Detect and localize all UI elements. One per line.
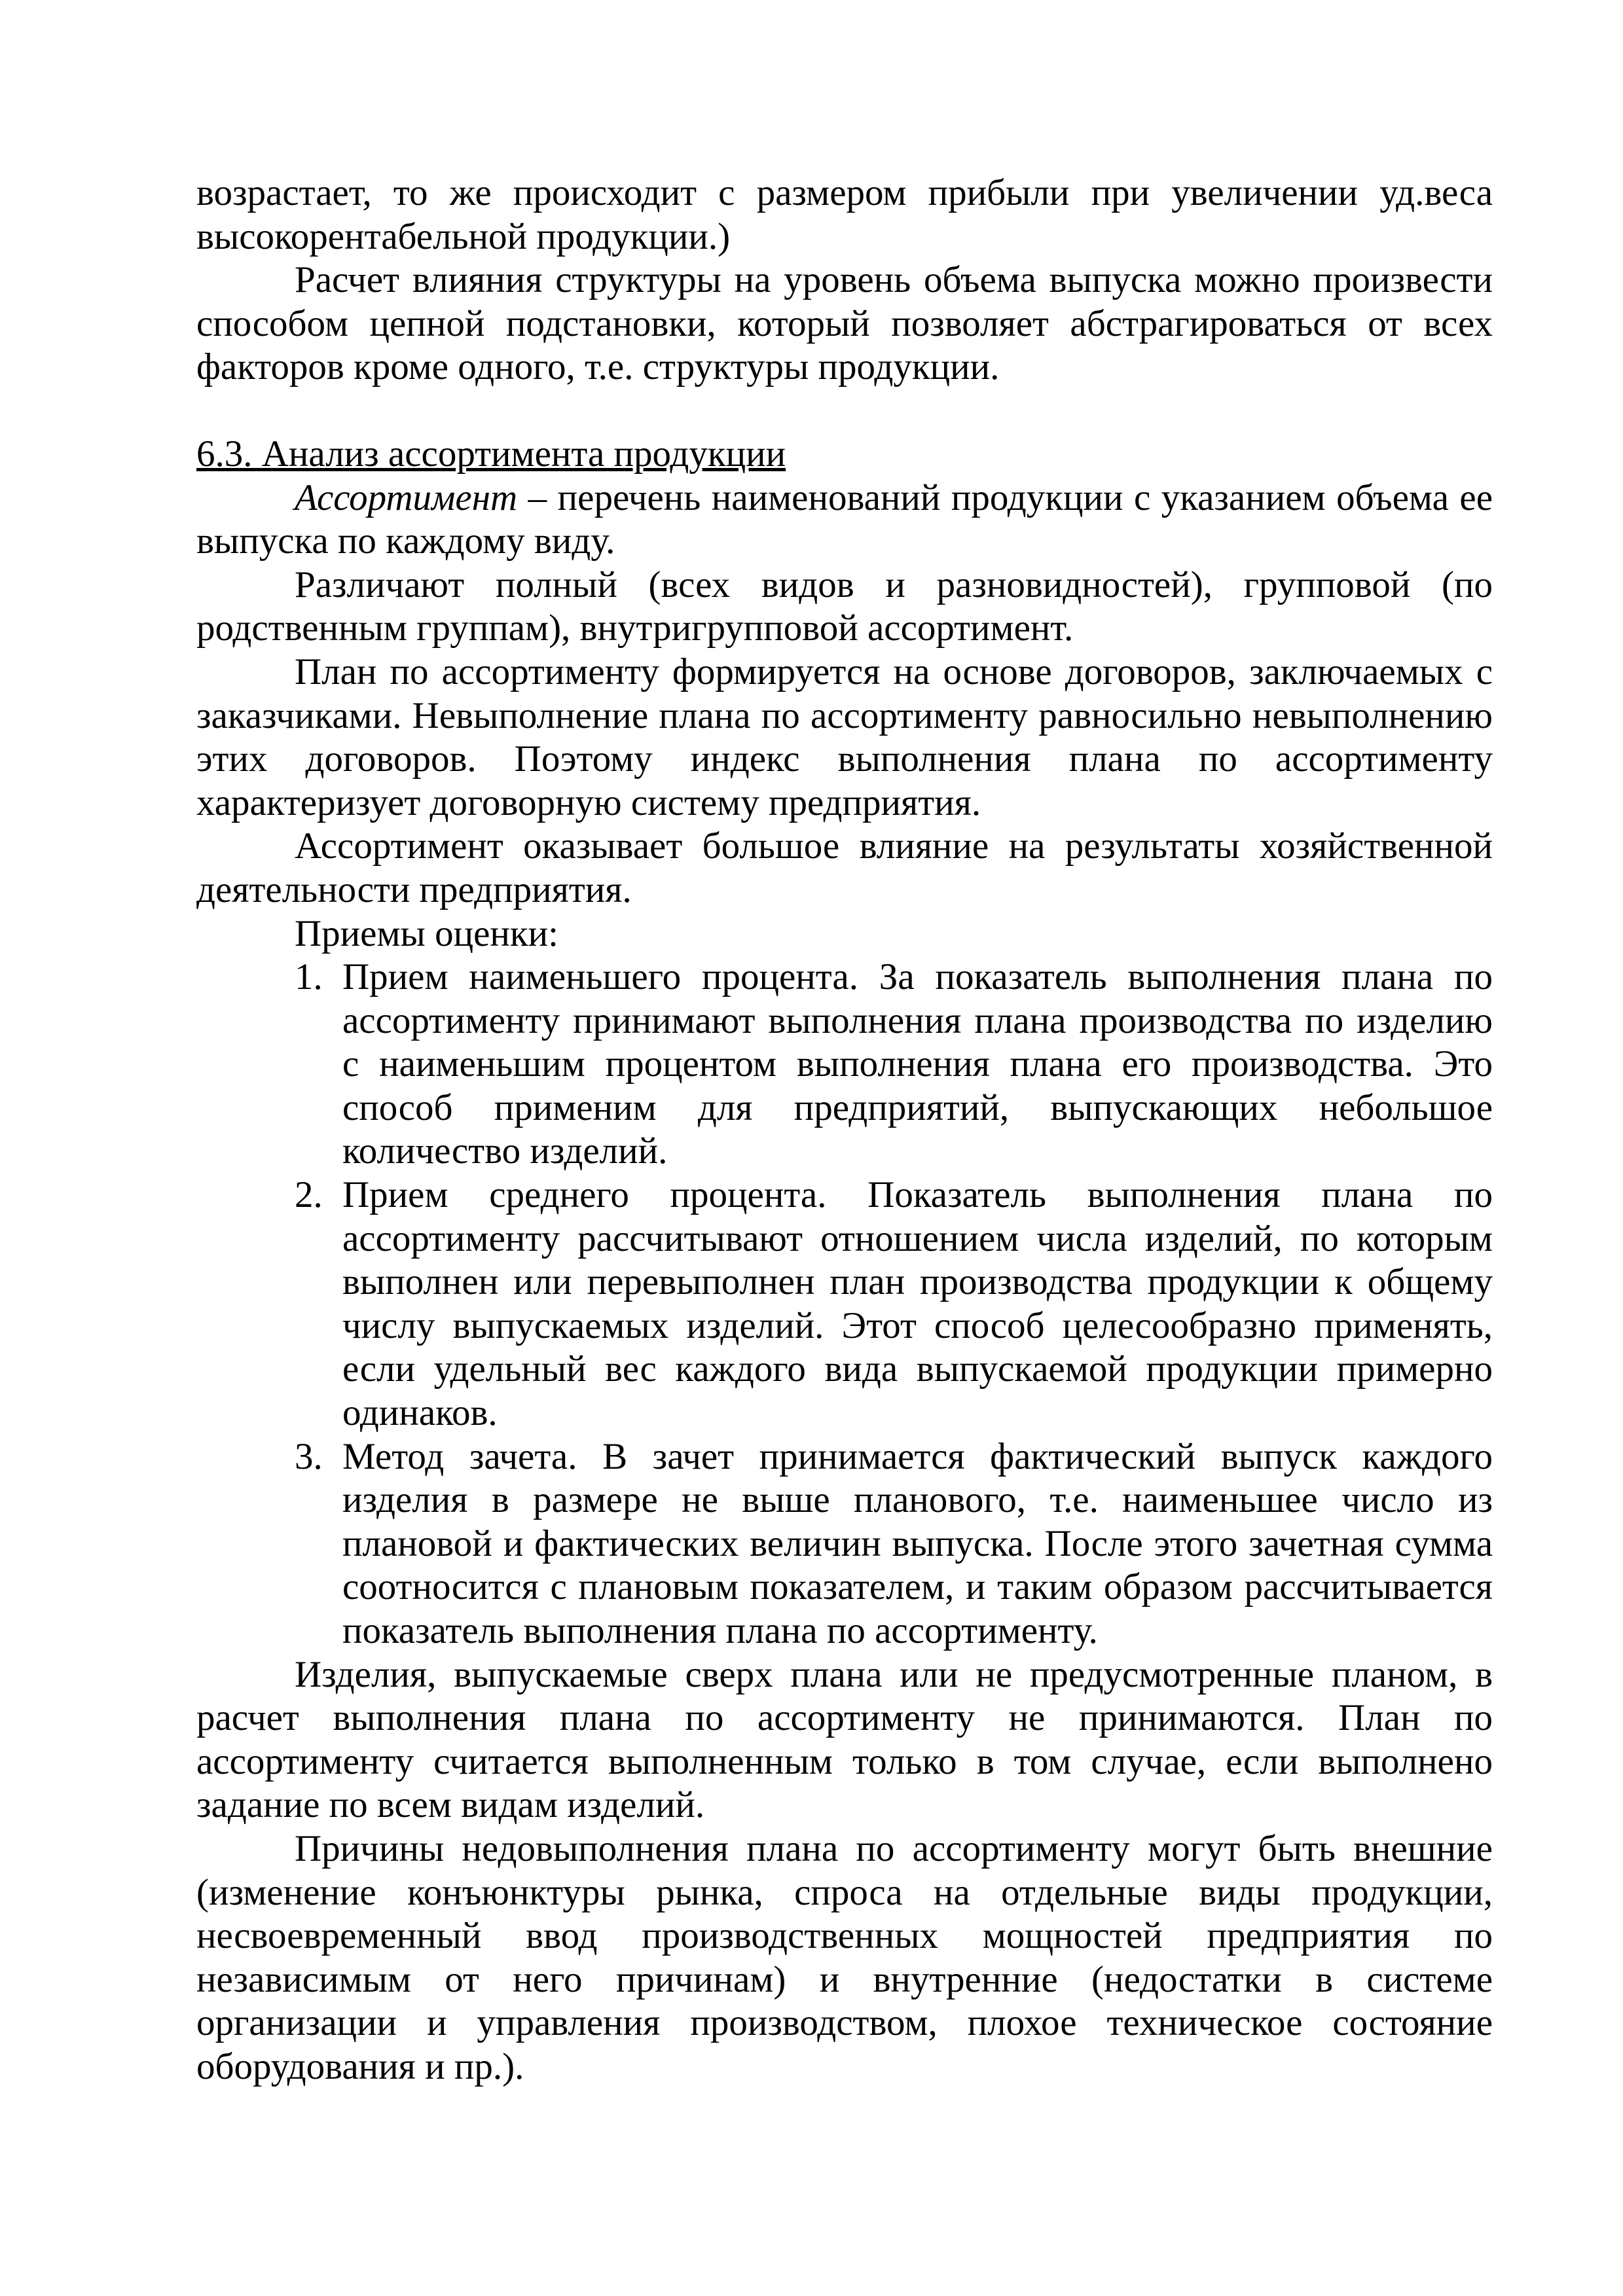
list-item-number: 3. [295,1435,323,1477]
underfulfillment-reasons-paragraph: Причины недовыполнения плана по ассортименту могут быть внешние (изменение конъюнктуры рынка, спроса на отдельные виды продукции, несвоевременный ввод производственных мощностей предприятия по независимым от него причинам) и внутренние (недостатки в системе организации и управления производством, плохое техническое состояние оборудования и пр.). [196,1827,1493,2087]
section-spacer [196,389,1493,433]
definition-paragraph [196,476,1493,564]
list-item-text: Метод зачета. В зачет принимается фактический выпуск каждого изделия в размере не выше планового, т.е. наименьшее число из плановой и фактических величин выпуска. После этого зачетная сумма соотносится с плановым показателем, и таким образом рассчитывается показатель выполнения плана по ассортименту. [342,1435,1493,1651]
methods-title: Приемы оценки: [295,912,558,954]
excess-products-paragraph: Изделия, выпускаемые сверх плана или не предусмотренные планом, в расчет выполнения плана по ассортименту не принимаются. План по ассортименту считается выполненным только в том случае, если выполнено задание по всем видам изделий. [196,1653,1493,1826]
assortment-types-paragraph: Различают полный (всех видов и разновидностей), групповой (по родственным группам), внутригрупповой ассортимент. [196,564,1493,649]
list-item [196,1174,1493,1435]
methods-list [196,956,1493,1653]
assortment-influence-paragraph: Ассортимент оказывает большое влияние на результаты хозяйственной деятельности предприятия. [196,825,1493,910]
chain-substitution-paragraph: Расчет влияния структуры на уровень объема выпуска можно произвести способом цепной подстановки, который позволяет абстрагироваться от всех факторов кроме одного, т.е. структуры продукции. [196,259,1493,388]
list-item [196,956,1493,1174]
definition-term: Ассортимент [295,476,518,518]
definition-text: – перечень наименований продукции с указанием объема ее выпуска по каждому виду. [196,476,1493,562]
section-heading: 6.3. Анализ ассортимента продукции [196,433,786,475]
list-item [196,1435,1493,1653]
document-page [196,171,1493,2089]
intro-paragraph-continued: возрастает, то же происходит с размером прибыли при увеличении уд.веса высокорентабельной продукции.) [196,172,1493,257]
assortment-plan-paragraph: План по ассортименту формируется на основе договоров, заключаемых с заказчиками. Невыполнение плана по ассортименту равносильно невыполнению этих договоров. Поэтому индекс выполнения плана по ассортименту характеризует договорную систему предприятия. [196,651,1493,823]
list-item-number: 2. [295,1174,323,1216]
list-item-number: 1. [295,956,323,998]
list-item-text: Прием среднего процента. Показатель выполнения плана по ассортименту рассчитывают отношением числа изделий, по которым выполнен или перевыполнен план производства продукции к общему числу выпускаемых изделий. Этот способ целесообразно применять, если удельный вес каждого вида выпускаемой продукции примерно одинаков. [342,1174,1493,1434]
list-item-text: Прием наименьшего процента. За показатель выполнения плана по ассортименту принимают выполнения плана производства по изделию с наименьшим процентом выполнения плана его производства. Это способ применим для предприятий, выпускающих небольшое количество изделий. [342,956,1493,1172]
